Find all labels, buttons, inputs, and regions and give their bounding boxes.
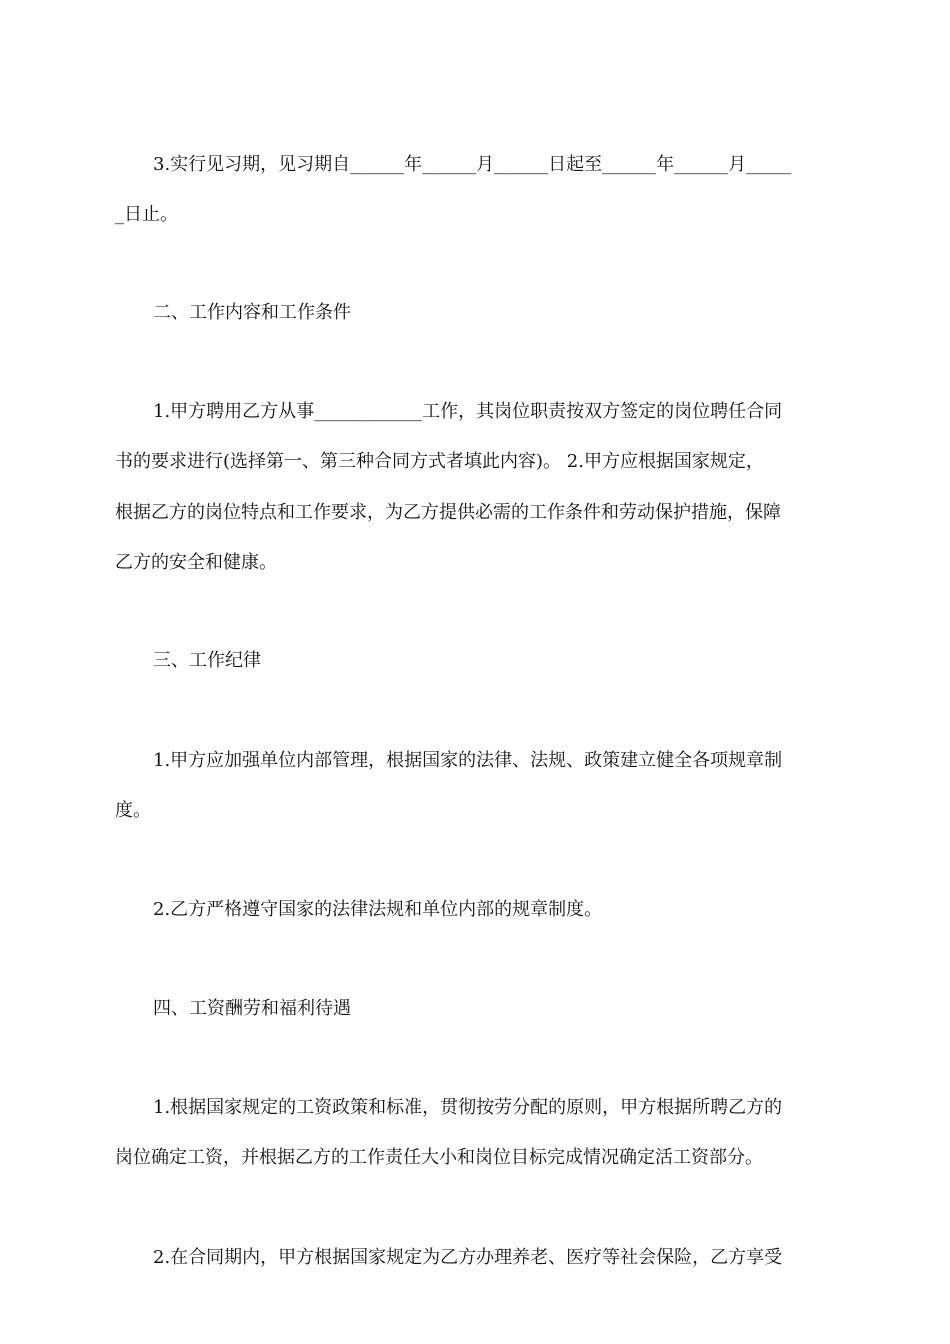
paragraph-salary-line-2: 岗位确定工资，并根据乙方的工作责任大小和岗位目标完成情况确定活工资部分。: [115, 1147, 763, 1168]
paragraph-discipline-item-2: 2.乙方严格遵守国家的法律法规和单位内部的规章制度。: [153, 899, 603, 920]
paragraph-discipline-line-2: 度。: [115, 800, 151, 821]
section-heading-salary: 四、工资酬劳和福利待遇: [153, 998, 351, 1019]
paragraph-probation-line-2: _日止。: [115, 204, 178, 225]
paragraph-discipline-line-1: 1.甲方应加强单位内部管理，根据国家的法律、法规、政策建立健全各项规章制: [153, 750, 783, 771]
paragraph-work-line-4: 乙方的安全和健康。: [115, 552, 277, 573]
paragraph-work-line-2: 书的要求进行(选择第一、第三种合同方式者填此内容)。 2.甲方应根据国家规定，: [115, 451, 764, 472]
paragraph-insurance-line-1: 2.在合同期内，甲方根据国家规定为乙方办理养老、医疗等社会保险，乙方享受: [153, 1247, 783, 1268]
paragraph-salary-line-1: 1.根据国家规定的工资政策和标准，贯彻按劳分配的原则，甲方根据所聘乙方的: [153, 1097, 783, 1118]
section-heading-discipline: 三、工作纪律: [153, 650, 261, 671]
paragraph-work-line-1: 1.甲方聘用乙方从事____________工作，其岗位职责按双方签定的岗位聘任合同: [153, 401, 783, 422]
paragraph-work-line-3: 根据乙方的岗位特点和工作要求，为乙方提供必需的工作条件和劳动保护措施，保障: [115, 502, 781, 523]
section-heading-work-content: 二、工作内容和工作条件: [153, 302, 351, 323]
paragraph-probation-line-1: 3.实行见习期，见习期自______年______月______日起至______年______月_____: [153, 154, 792, 175]
